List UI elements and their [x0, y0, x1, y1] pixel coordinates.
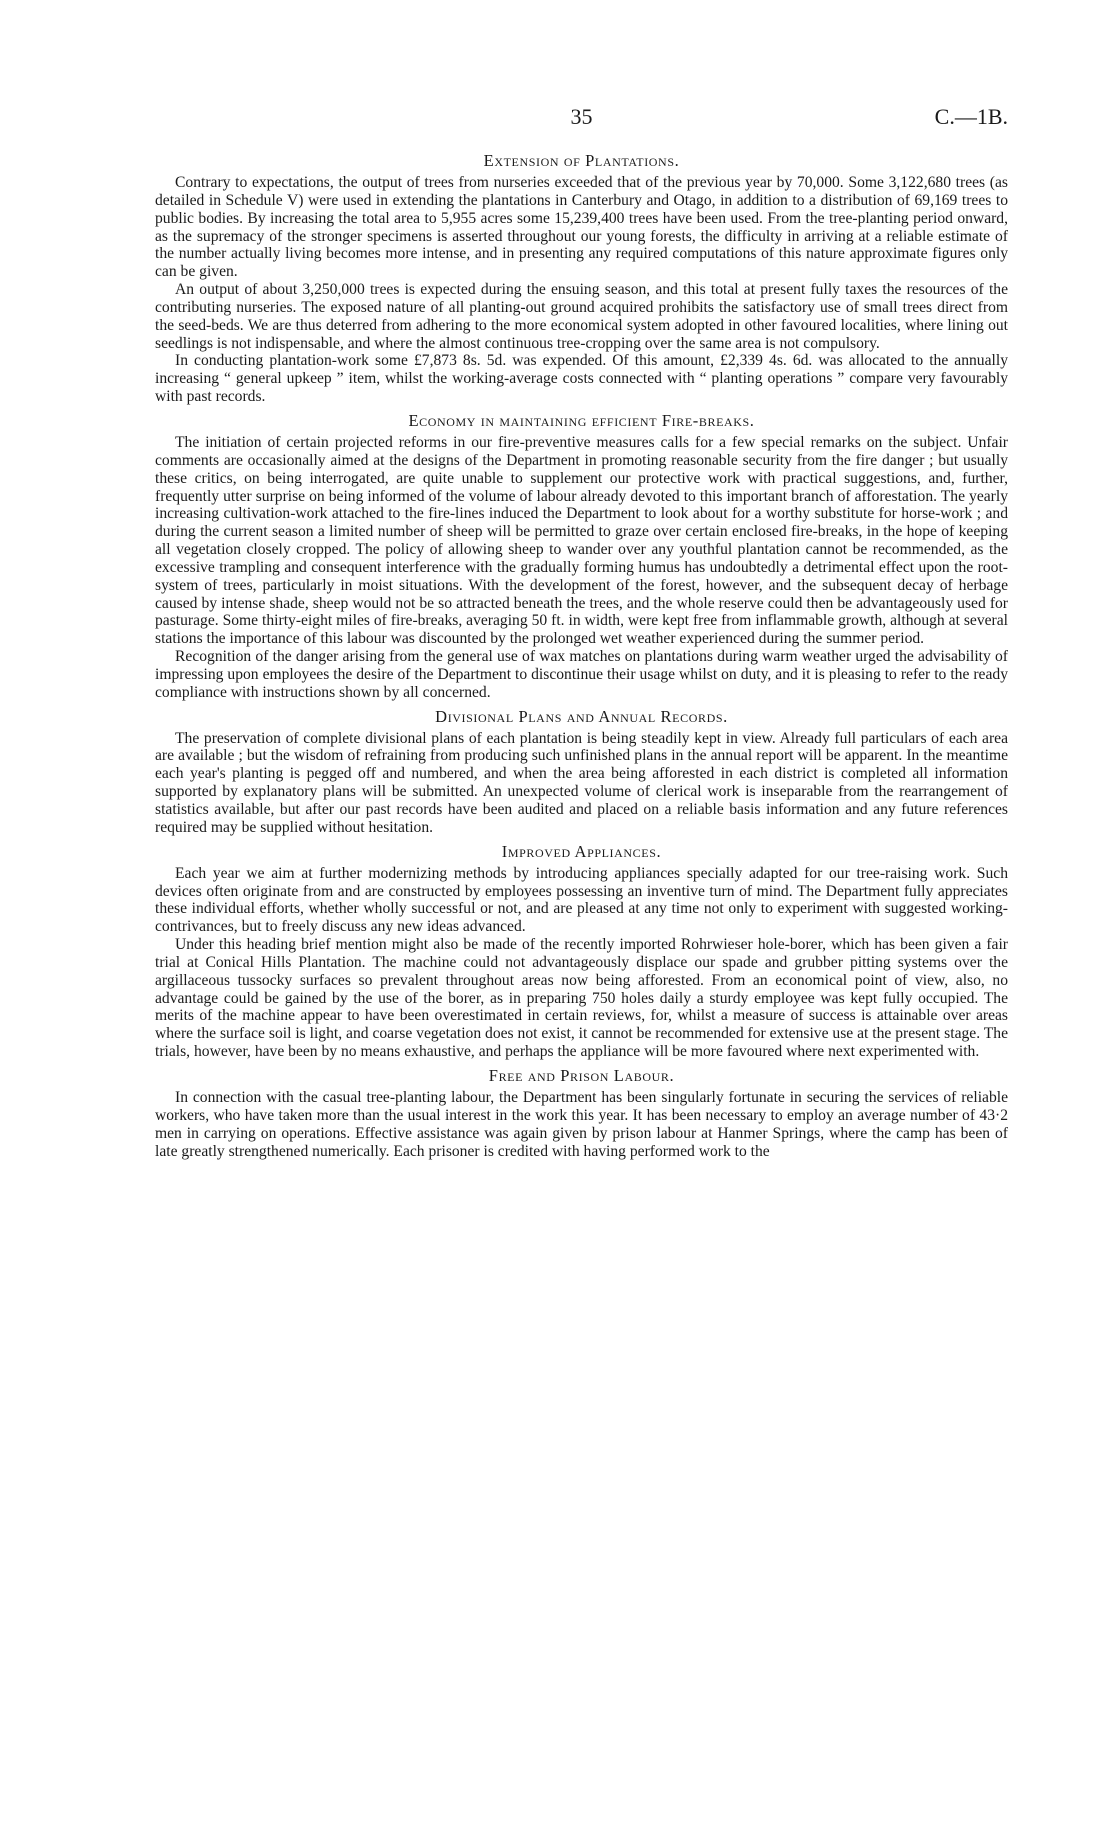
- paragraph: In conducting plantation-work some £7,873 8s. 5d. was expended. Of this amount, £2,339 4s. 6d. was allocated to the annually increasing “ general upkeep ” item, whilst the working-average costs connected with “ planting operations ” compare very favourably with past records.: [155, 352, 1008, 406]
- section-heading: Improved Appliances.: [501, 841, 662, 861]
- document-reference: C.—1B.: [934, 104, 1008, 129]
- paragraph: The preservation of complete divisional plans of each plantation is being steadily kept in view. Already full particulars of each area are available ; but the wisdom of refraining from producing such unfinished plans in the annual report will be apparent. In the meantime each year's planting is pegged off and numbered, and when the area being afforested in each district is completed all information supported by explanatory plans will be submitted. An unexpected volume of clerical work is inseparable from the rearrangement of statistics available, but after our past records have been audited and placed on a reliable basis information and any future references required may be supplied without hesitation.: [155, 729, 1008, 836]
- section-heading: Extension of Plantations.: [483, 151, 680, 170]
- page-number: 35: [570, 104, 593, 129]
- section-free-and-prison-labour: [155, 1067, 1008, 1160]
- section-heading: Economy in maintaining efficient Fire-breaks.: [408, 410, 755, 430]
- paragraph: Recognition of the danger arising from the general use of wax matches on plantations during warm weather urged the advisability of impressing upon employees the desire of the Department to discontinue their usage whilst on duty, and it is pleasing to refer to the ready compliance with instructions shown by all concerned.: [155, 648, 1008, 701]
- section-heading: Divisional Plans and Annual Records.: [435, 706, 728, 726]
- page-header: [155, 104, 1008, 138]
- section-fire-breaks: [155, 412, 1008, 702]
- section-divisional-plans: [155, 708, 1008, 837]
- section-extension-of-plantations: [155, 152, 1008, 406]
- paragraph: Contrary to expectations, the output of trees from nurseries exceeded that of the previous year by 70,000. Some 3,122,680 trees (as detailed in Schedule V) were used in extending the plantations in Canterbury and Otago, in addition to a distribution of 69,169 trees to public bodies. By increasing the total area to 5,955 acres some 15,239,400 trees have been used. From the tree-planting period onward, as the supremacy of the stronger specimens is asserted throughout our young forests, the difficulty in arriving at a reliable estimate of the number actually living becomes more intense, and in presenting any required computations of this nature approximate figures only can be given.: [155, 174, 1008, 281]
- paragraph: In connection with the casual tree-planting labour, the Department has been singularly fortunate in securing the services of reliable workers, who have taken more than the usual interest in the work this year. It has been necessary to employ an average number of 43·2 men in carrying on operations. Effective assistance was again given by prison labour at Hanmer Springs, where the camp has been of late greatly strengthened numerically. Each prisoner is credited with having performed work to the: [155, 1088, 1008, 1160]
- paragraph: Under this heading brief mention might also be made of the recently imported Rohrwieser hole-borer, which has been given a fair trial at Conical Hills Plantation. The machine could not advantageously displace our spade and grubber pitting systems over the argillaceous tussocky surfaces so prevalent throughout areas now being afforested. From an economical point of view, also, no advantage could be gained by the use of the borer, as in preparing 750 holes daily a sturdy employee was kept fully occupied. The merits of the machine appear to have been overestimated in certain reviews, for, whilst a measure of success is attainable over areas where the surface soil is light, and coarse vegetation does not exist, it cannot be recommended for extensive use at the present stage. The trials, however, have been by no means exhaustive, and perhaps the appliance will be more favoured where next experimented with.: [155, 936, 1008, 1061]
- section-heading: Free and Prison Labour.: [488, 1065, 675, 1085]
- paragraph: The initiation of certain projected reforms in our fire-preventive measures calls for a few special remarks on the subject. Unfair comments are occasionally aimed at the designs of the Department in promoting reasonable security from the fire danger ; but usually these critics, on being interrogated, are quite unable to supplement our protective work with practical suggestions, and, further, frequently utter surprise on being informed of the volume of labour already devoted to this important branch of afforestation. The yearly increasing cultivation-work attached to the fire-lines induced the Department to look about for a worthy substitute for horse-work ; and during the current season a limited number of sheep will be permitted to graze over certain enclosed fire-breaks, in the hope of keeping all vegetation closely cropped. The policy of allowing sheep to wander over any youthful plantation cannot be recommended, as the excessive trampling and consequent interference with the gradually forming humus has undoubtedly a detrimental effect upon the root-system of trees, particularly in moist situations. With the development of the forest, however, and the subsequent decay of herbage caused by intense shade, sheep would not be so attracted beneath the trees, and the whole reserve could then be advantageously used for pasturage. Some thirty-eight miles of fire-breaks, averaging 50 ft. in width, were kept free from inflammable growth, although at several stations the importance of this labour was discounted by the prolonged wet weather experienced during the summer period.: [155, 433, 1008, 648]
- section-improved-appliances: [155, 843, 1008, 1061]
- paragraph: An output of about 3,250,000 trees is expected during the ensuing season, and this total at present fully taxes the resources of the contributing nurseries. The exposed nature of all planting-out ground acquired prohibits the satisfactory use of small trees direct from the seed-beds. We are thus deterred from adhering to the more economical system adopted in other favoured localities, where lining out seedlings is not indispensable, and where the almost continuous tree-cropping over the same area is not compulsory.: [155, 281, 1008, 352]
- paragraph: Each year we aim at further modernizing methods by introducing appliances specially adapted for our tree-raising work. Such devices often originate from and are constructed by employees possessing an inventive turn of mind. The Department fully appreciates these individual efforts, whether wholly successful or not, and are pleased at any time not only to experiment with suggested working-contrivances, but to freely discuss any new ideas advanced.: [155, 864, 1008, 936]
